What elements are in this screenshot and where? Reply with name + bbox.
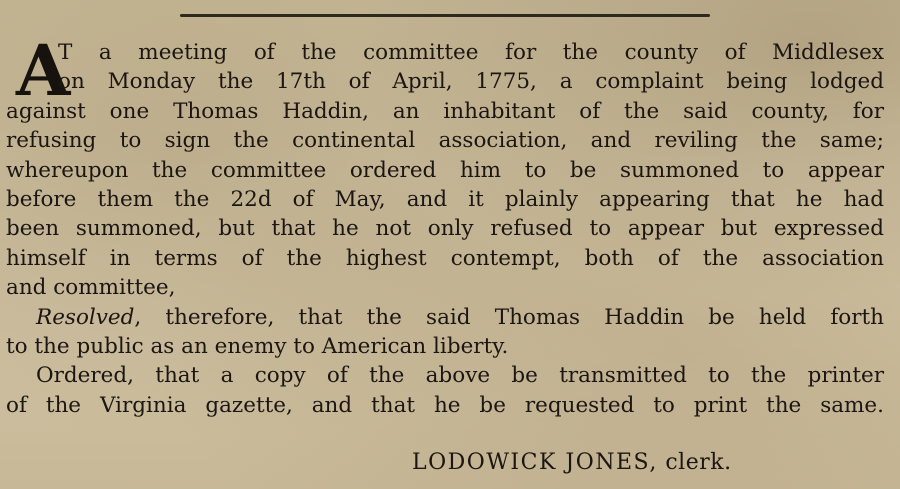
ordered-paragraph-line-2: of the Virginia gazette, and that he be requested to print the same. [6, 392, 884, 418]
text-line-4: refusing to sign the continental association, and reviling the same; [6, 128, 884, 154]
signature-title: clerk. [665, 450, 732, 475]
text-line-5: whereupon the committee ordered him to be summoned to appear [6, 157, 884, 183]
article-body [6, 29, 884, 420]
text-line-1: T a meeting of the committee for the county of Middlesex [58, 40, 884, 65]
resolved-text: , therefore, that the said Thomas Haddin be held forth [134, 304, 884, 330]
signature-line [412, 448, 852, 478]
text-line-9: and committee, [6, 275, 176, 301]
text-line-7: been summoned, but that he not only refused to appear but expressed [6, 216, 884, 242]
resolved-word: Resolved [36, 304, 135, 330]
header-rule [180, 14, 710, 17]
cropped-heading-fragment [290, 0, 690, 8]
text-line-3: against one Thomas Haddin, an inhabitant of the said county, for [6, 98, 884, 124]
text-line-6: before them the 22d of May, and it plainly appearing that he had [6, 186, 884, 212]
resolved-paragraph-line-2: to the public as an enemy to American liberty. [6, 333, 509, 359]
drop-cap: A [16, 29, 71, 112]
signature-name: LODOWICK JONES, [412, 450, 658, 475]
ordered-paragraph-line-1: Ordered, that a copy of the above be transmitted to the printer [36, 363, 884, 389]
text-line-8: himself in terms of the highest contempt, both of the association [6, 245, 884, 271]
text-line-2: on Monday the 17th of April, 1775, a complaint being lodged [58, 69, 884, 95]
resolved-paragraph-line-1 [6, 303, 884, 332]
